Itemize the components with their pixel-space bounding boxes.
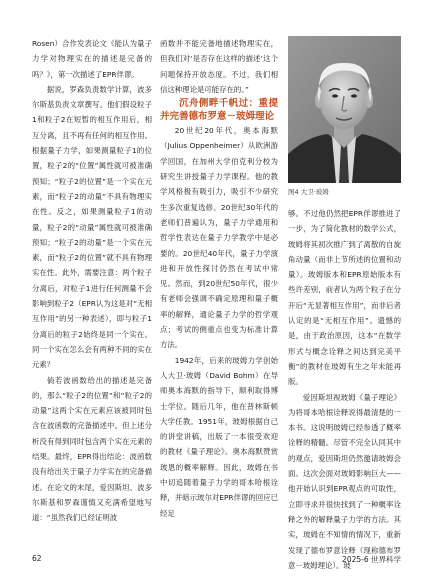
page-number: 62 (32, 554, 42, 563)
text-column-2 (160, 36, 278, 521)
paragraph: 20世纪20年代，奥本海默（Julius Oppenheimer）从欧洲游学回国，在加州大学伯克利分校为研究生讲授量子力学课程。他的教学风格极有吸引力，吸引不少研究生多次重复选修。20世纪30年代的老师们普遍认为，量子力学通用和哲学性表达在量子力学教学中是必要的。20世纪40年代，量子力学演进和开放性探讨仍然在考试中常见。然而，到20世纪50年代，很少有老师会强调不确定原理和量子概率的解释，通论量子力学的哲学观点；考试的侧重点也变为标准计算方法。 (160, 126, 278, 350)
paragraph: 爱因斯坦视玻姆《量子理论》为将哥本哈根诠释说得最清楚的一本书。这说明玻姆已经参透了概率诠释的精髓。尽管不完全认同其中的观点，爱因斯坦仍然邀请玻姆会面。这次会面对玻姆影响巨大——他开始认识到EPR观点的可取性，立即寻求并很快找到了一种概率诠释之外的解释量子力学的方法。其实，玻姆在不知情的情况下，重新发现了德布罗意诠释（现称德布罗意－玻姆理论）。玻 (288, 392, 401, 570)
paragraph: 够。不过他仍然把EPR佯谬推进了一步，为了简化教材的数学公式，玻姆将其初次推广到了离散的自旋角动量（而非上节所述的位置和动量）。玻姆版本和EPR原始版本有些许差别，前者认为两个粒子在分开后“无显著相互作用”，而非后者认定的是“无相互作用”。遗憾的是，由于政治原因，这本“在数学形式与概念诠释之间达到完美平衡”的教材在玻姆有生之年未能再版。 (288, 209, 401, 387)
text-column-3 (288, 206, 401, 573)
paragraph: Rosen）合作发表论文《能认为量子力学对物理实在的描述是完备的吗？》，第一次描述了EPR佯谬。 (32, 39, 152, 79)
portrait-photo (288, 36, 401, 183)
photo-caption: 图4 大卫·玻姆 (288, 188, 329, 196)
text-column-1 (32, 36, 152, 526)
paragraph: 1942年，后来的玻姆力学创始人大卫·玻姆（David Bohm）在导师奥本海默的指导下，顺利取得博士学位。随后几年，他在普林斯顿大学任教。1951年，玻姆根据自己的讲堂讲稿，出版了一本很受欢迎的教材《量子理论》。奥本海默赞赏玻恩的概率解释。因此，玻姆在书中切追随着量子力学的哥本哈根诠释，并暗示玻尔对EPR佯谬的回应已经足 (160, 355, 278, 518)
paragraph: 函数并不能完备地描述物理实在，但我们对‘是否存在这样的描述’这个问题保持开放态度。不过，我们相信这种理论是可能存在的。” (160, 39, 278, 94)
paragraph: 倘若波函数给出的描述是完备的，那么“粒子2的位置”和“粒子2的动量”这两个实在元素应该被同时包含在波函数的完备描述中。但上述分析没有得到同时包含两个实在元素的结果。最终，EPR得出结论：波函数没有给出关于量子力学实在的完备描述。在论文的末尾，爱因斯坦、波多尔斯基和罗森谨慎又充满希望地写道：“虽然我们已经证明波 (32, 375, 152, 523)
paragraph: 据说，罗森负责数学计算，波多尔斯基负责文章撰写。他们假设粒子1和粒子2在短暂的相互作用后，相互分离，且不再有任何的相互作用。根据量子力学，如果测量粒子1的位置，粒子2的“位置”属性就可被准确预知；“粒子2的位置”是一个实在元素，而“粒子2的动量”不具有物理实在性。反之，如果测量粒子1的动量，粒子2的“动量”属性就可被准确预知；“粒子2的动量”是一个实在元素，而“粒子2的位置”就不具有物理实在性。此外，需要注意：两个粒子分离后，对粒子1进行任何测量不会影响到粒子2（EPR认为这是对“无相互作用”的另一种表述），即与粒子1分离后的粒子2始终是同一个实在。同一个实在怎么会有两种不同的实在元素？ (32, 84, 152, 370)
journal-issue: 2025-6 世界科学 (342, 555, 401, 564)
section-heading: 沉舟侧畔千帆过：重提并完善德布罗意－玻姆理论 (160, 98, 278, 123)
